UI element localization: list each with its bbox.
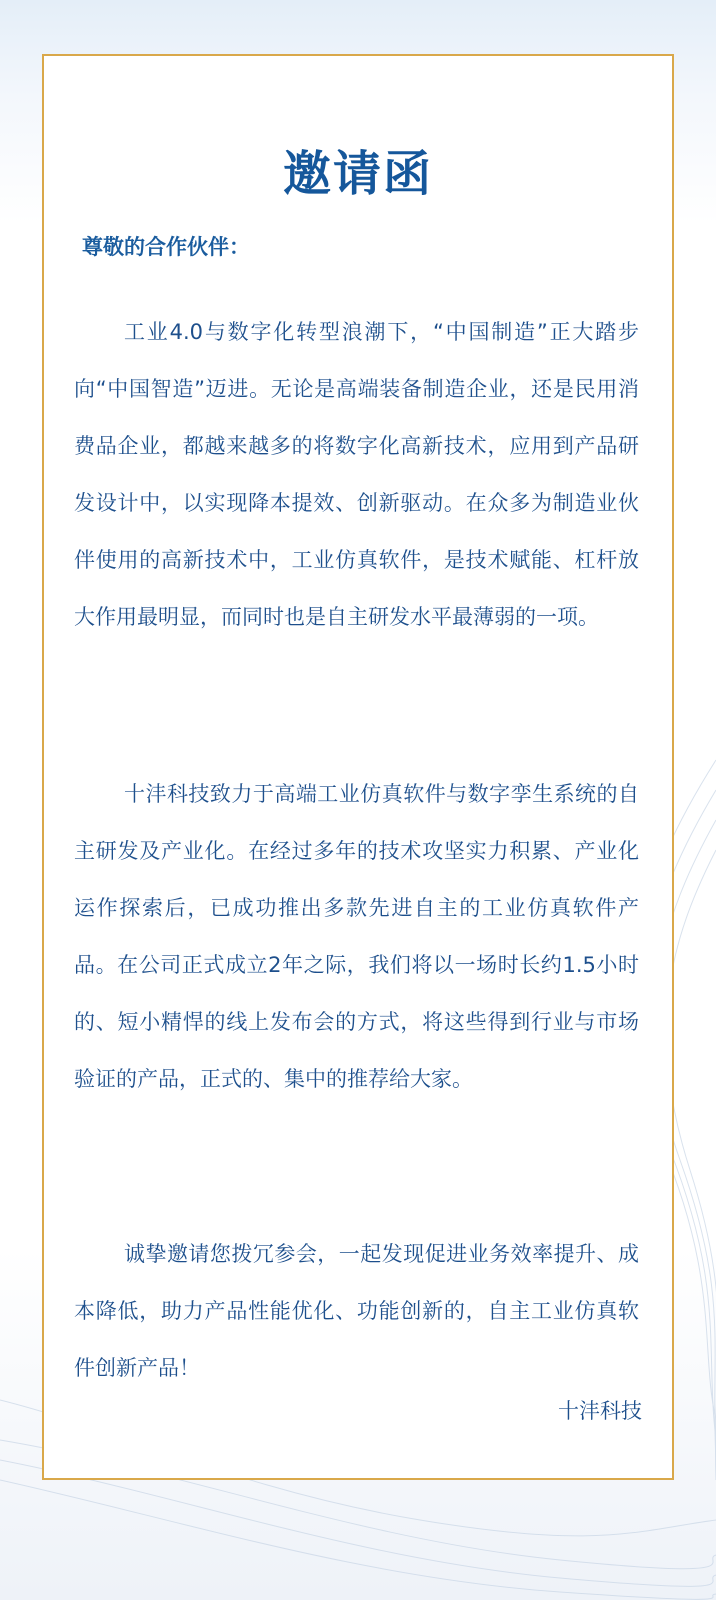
paragraph-invitation: 诚挚邀请您拨冗参会，一起发现促进业务效率提升、成本降低，助力产品性能优化、功能创新的，自主工业仿真软件创新产品！ bbox=[74, 1242, 639, 1380]
paragraph-company: 十沣科技致力于高端工业仿真软件与数字孪生系统的自主研发及产业化。在经过多年的技术攻坚实力积累、产业化运作探索后，已成功推出多款先进自主的工业仿真软件产品。在公司正式成立2年之际，我们将以一场时长约1.5小时的、短小精悍的线上发布会的方式，将这些得到行业与市场验证的产品，正式的、集中的推荐给大家。 bbox=[74, 782, 639, 1091]
paragraph-intro: 工业4.0与数字化转型浪潮下，“中国制造”正大踏步向“中国智造”迈进。无论是高端装备制造企业，还是民用消费品企业，都越来越多的将数字化高新技术，应用到产品研发设计中，以实现降本提效、创新驱动。在众多为制造业伙伴使用的高新技术中，工业仿真软件，是技术赋能、杠杆放大作用最明显，而同时也是自主研发水平最薄弱的一项。 bbox=[74, 320, 639, 629]
invitation-title: 邀请函 bbox=[282, 146, 433, 202]
signature: 十沣科技 bbox=[558, 1399, 642, 1423]
greeting-line: 尊敬的合作伙伴： bbox=[82, 235, 250, 259]
invitation-card bbox=[42, 54, 674, 1480]
